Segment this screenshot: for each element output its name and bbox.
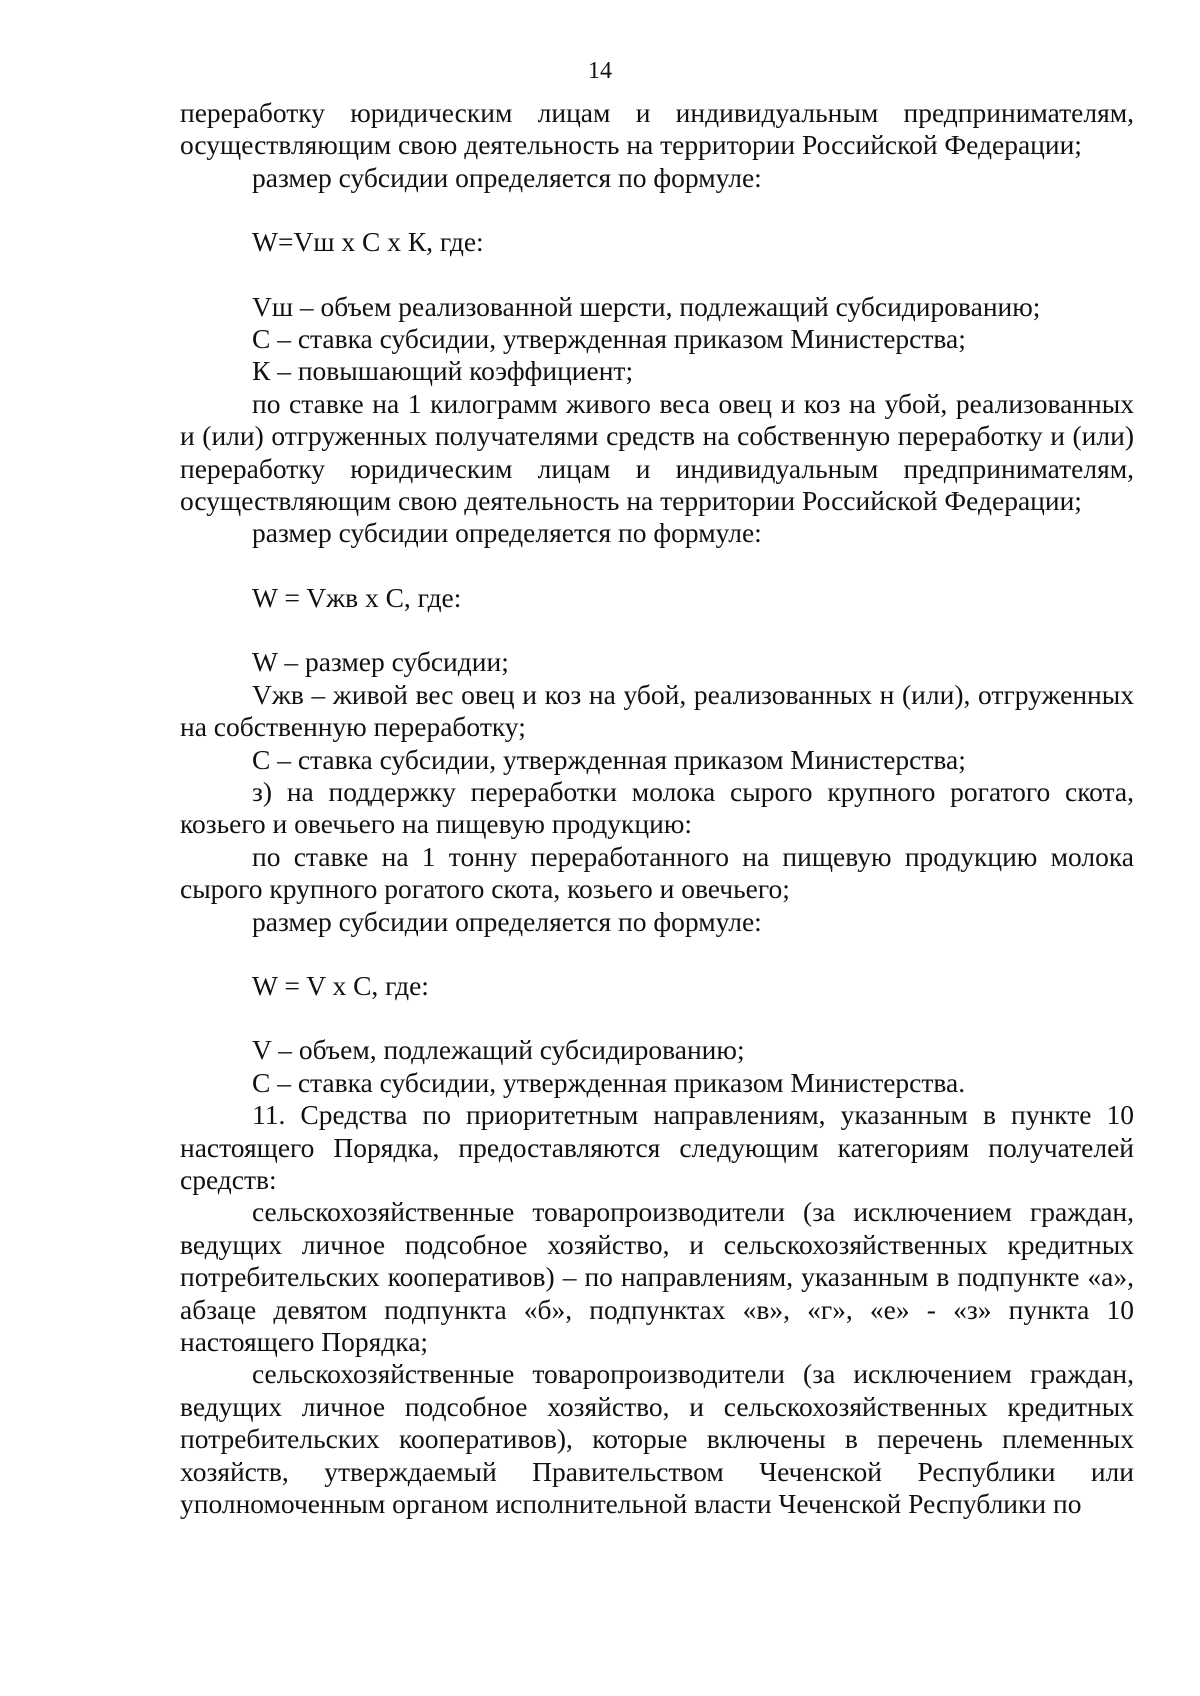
paragraph: з) на поддержку переработки молока сырого крупного рогатого скота, козьего и овечьего на пищевую продукцию:	[180, 775, 1134, 840]
paragraph: размер субсидии определяется по формуле:	[252, 905, 762, 937]
formula-definition: С – ставка субсидии, утвержденная приказом Министерства;	[252, 323, 966, 355]
paragraph: по ставке на 1 килограмм живого веса овец и коз на убой, реализованных и (или) отгруженных получателями средств на собственную переработку и (или) переработку юридическим лицам и индивидуальным предпринимателям, осуществляющим свою деятельность на территории Российской Федерации;	[180, 387, 1134, 517]
paragraph: 11. Средства по приоритетным направлениям, указанным в пункте 10 настоящего Порядка, предоставляются следующим категориям получателей средств:	[180, 1099, 1134, 1195]
formula-definition: С – ставка субсидии, утвержденная приказом Министерства.	[252, 1066, 966, 1098]
formula: W=Vш х С х К, где:	[252, 226, 484, 258]
formula-definition: К – повышающий коэффициент;	[252, 355, 634, 387]
paragraph: переработку юридическим лицам и индивидуальным предпринимателям, осуществляющим свою деятельность на территории Российской Федерации;	[180, 97, 1134, 161]
formula-definition: V – объем, подлежащий субсидированию;	[252, 1034, 745, 1066]
paragraph: размер субсидии определяется по формуле:	[252, 161, 762, 193]
paragraph: сельскохозяйственные товаропроизводители (за исключением граждан, ведущих личное подсобное хозяйство, и сельскохозяйственных кредитных потребительских кооперативов) – по направлениям, указанным в подпункте «а», абзаце девятом подпункта «б», подпунктах «в», «г», «е» - «з» пункта 10 настоящего Порядка;	[180, 1196, 1134, 1357]
formula-definition: W – размер субсидии;	[252, 646, 509, 678]
paragraph: по ставке на 1 тонну переработанного на пищевую продукцию молока сырого крупного рогатого скота, козьего и овечьего;	[180, 840, 1134, 905]
formula-definition: Vжв – живой вес овец и коз на убой, реализованных н (или), отгруженных на собственную переработку;	[180, 678, 1134, 743]
formula: W = Vжв х С, где:	[252, 581, 462, 613]
formula-definition: С – ставка субсидии, утвержденная приказом Министерства;	[252, 743, 966, 775]
formula: W = V х С, где:	[252, 969, 429, 1001]
document-body	[180, 97, 1134, 1520]
paragraph: сельскохозяйственные товаропроизводители (за исключением граждан, ведущих личное подсобное хозяйство, и сельскохозяйственных кредитных потребительских кооперативов), которые включены в перечень племенных хозяйств, утверждаемый Правительством Чеченской Республики или уполномоченным органом исполнительной власти Чеченской Республики по	[180, 1358, 1134, 1520]
paragraph: размер субсидии определяется по формуле:	[252, 517, 762, 549]
formula-definition: Vш – объем реализованной шерсти, подлежащий субсидированию;	[252, 290, 1041, 322]
page-number: 14	[588, 58, 612, 84]
